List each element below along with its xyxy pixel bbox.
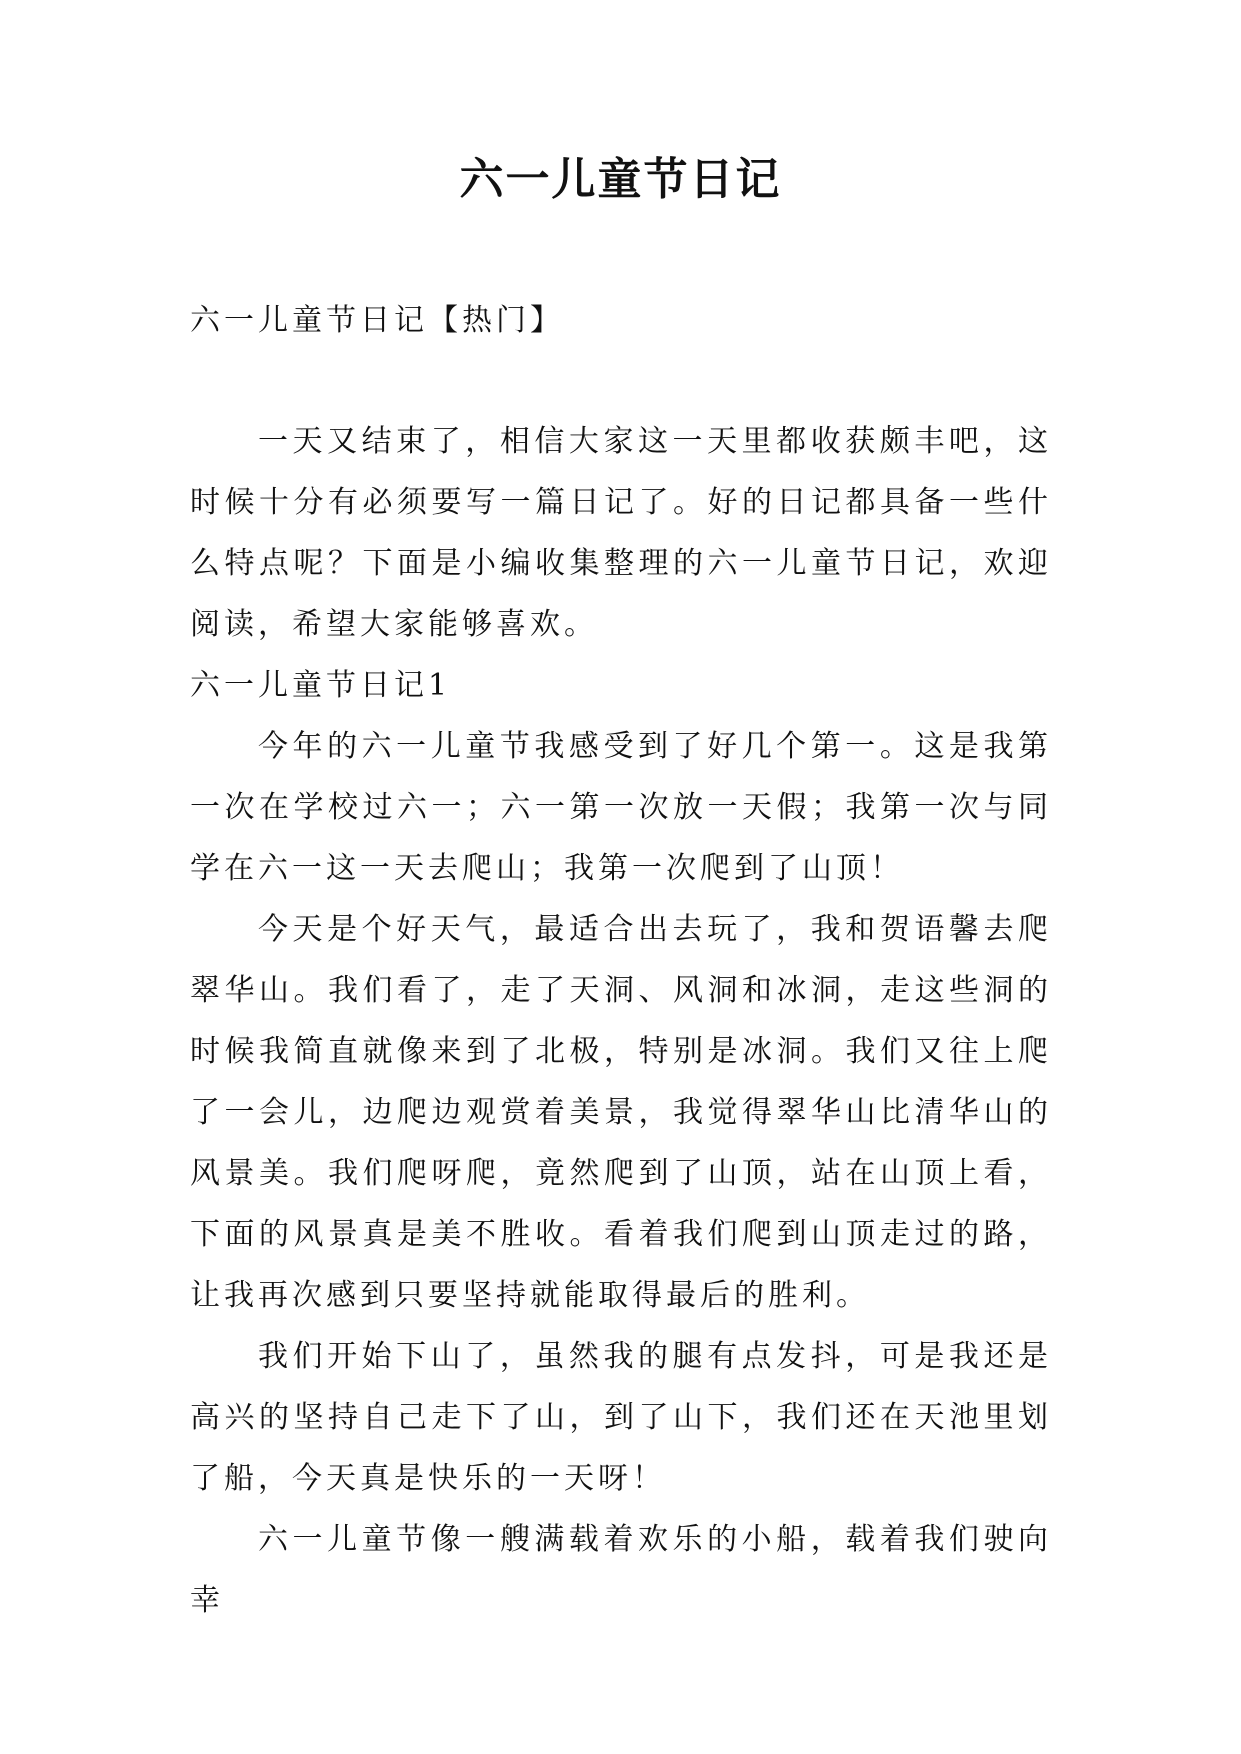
body-paragraph: 六一儿童节像一艘满载着欢乐的小船，载着我们驶向幸 <box>190 1522 1052 1618</box>
body-paragraph: 我们开始下山了，虽然我的腿有点发抖，可是我还是高兴的坚持自己走下了山，到了山下，我们还在天池里划了船，今天真是快乐的一天呀！ <box>190 1339 1052 1496</box>
document-title: 六一儿童节日记 <box>459 154 782 205</box>
intro-paragraph: 一天又结束了，相信大家这一天里都收获颇丰吧，这时候十分有必须要写一篇日记了。好的日记都具备一些什么特点呢？下面是小编收集整理的六一儿童节日记，欢迎阅读，希望大家能够喜欢。 <box>190 424 1052 642</box>
section-heading: 六一儿童节日记1 <box>190 668 452 703</box>
document-body <box>190 290 1052 1631</box>
document-subtitle: 六一儿童节日记【热门】 <box>190 303 564 338</box>
body-paragraph: 今天是个好天气，最适合出去玩了，我和贺语馨去爬翠华山。我们看了，走了天洞、风洞和冰洞，走这些洞的时候我简直就像来到了北极，特别是冰洞。我们又往上爬了一会儿，边爬边观赏着美景，我觉得翠华山比清华山的风景美。我们爬呀爬，竟然爬到了山顶，站在山顶上看，下面的风景真是美不胜收。看着我们爬到山顶走过的路，让我再次感到只要坚持就能取得最后的胜利。 <box>190 912 1052 1313</box>
body-paragraph: 今年的六一儿童节我感受到了好几个第一。这是我第一次在学校过六一；六一第一次放一天假；我第一次与同学在六一这一天去爬山；我第一次爬到了山顶！ <box>190 729 1052 886</box>
